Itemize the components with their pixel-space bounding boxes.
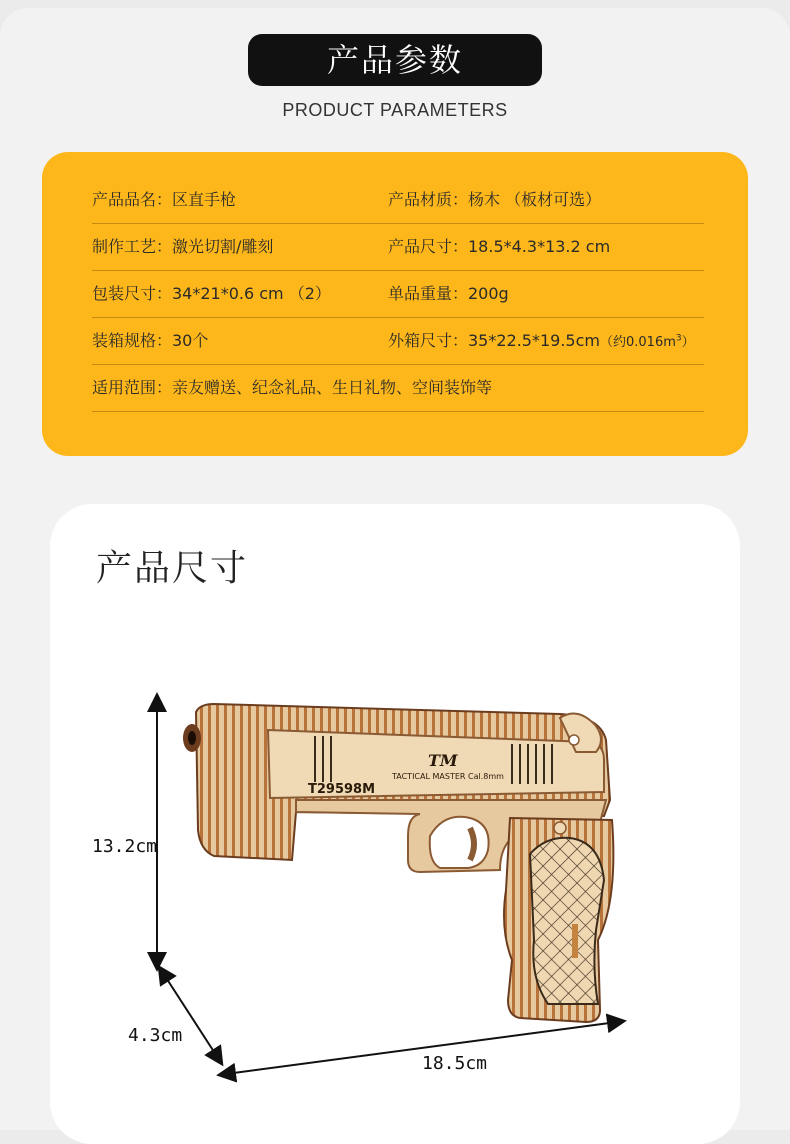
page-title: 产品参数 [248,34,542,86]
length-label: 18.5cm [422,1053,488,1074]
engraving-serial: T29598M [308,782,376,797]
size-section-title: 产品尺寸 [96,548,249,589]
engraving-logo: TM [428,751,458,770]
spec-packing: 装箱规格：30个 [92,331,209,350]
spec-weight: 单品重量：200g [388,284,509,303]
carton-volume-note: （约$0.016m^3$） [600,333,695,350]
height-label: 13.2cm [92,836,158,857]
depth-label: 4.3cm [128,1025,183,1046]
carton-size-main: 外箱尺寸：35*22.5*19.5cm [388,331,600,350]
spec-material: 产品材质：杨木 （板材可选） [388,190,602,209]
spec-product-name: 产品品名：区直手枪 [92,190,237,209]
spec-package-size: 包装尺寸：34*21*0.6 cm （2） [92,284,331,303]
spec-process: 制作工艺：激光切割/雕刻 [92,237,274,256]
page-subtitle: PRODUCT PARAMETERS [282,100,508,120]
spec-product-size: 产品尺寸：18.5*4.3*13.2 cm [388,237,611,256]
wooden-pistol-model [183,704,613,1022]
spec-usage: 适用范围：亲友赠送、纪念礼品、生日礼物、空间装饰等 [92,378,493,397]
engraving-brand: TACTICAL MASTER Cal.8mm [392,772,504,781]
